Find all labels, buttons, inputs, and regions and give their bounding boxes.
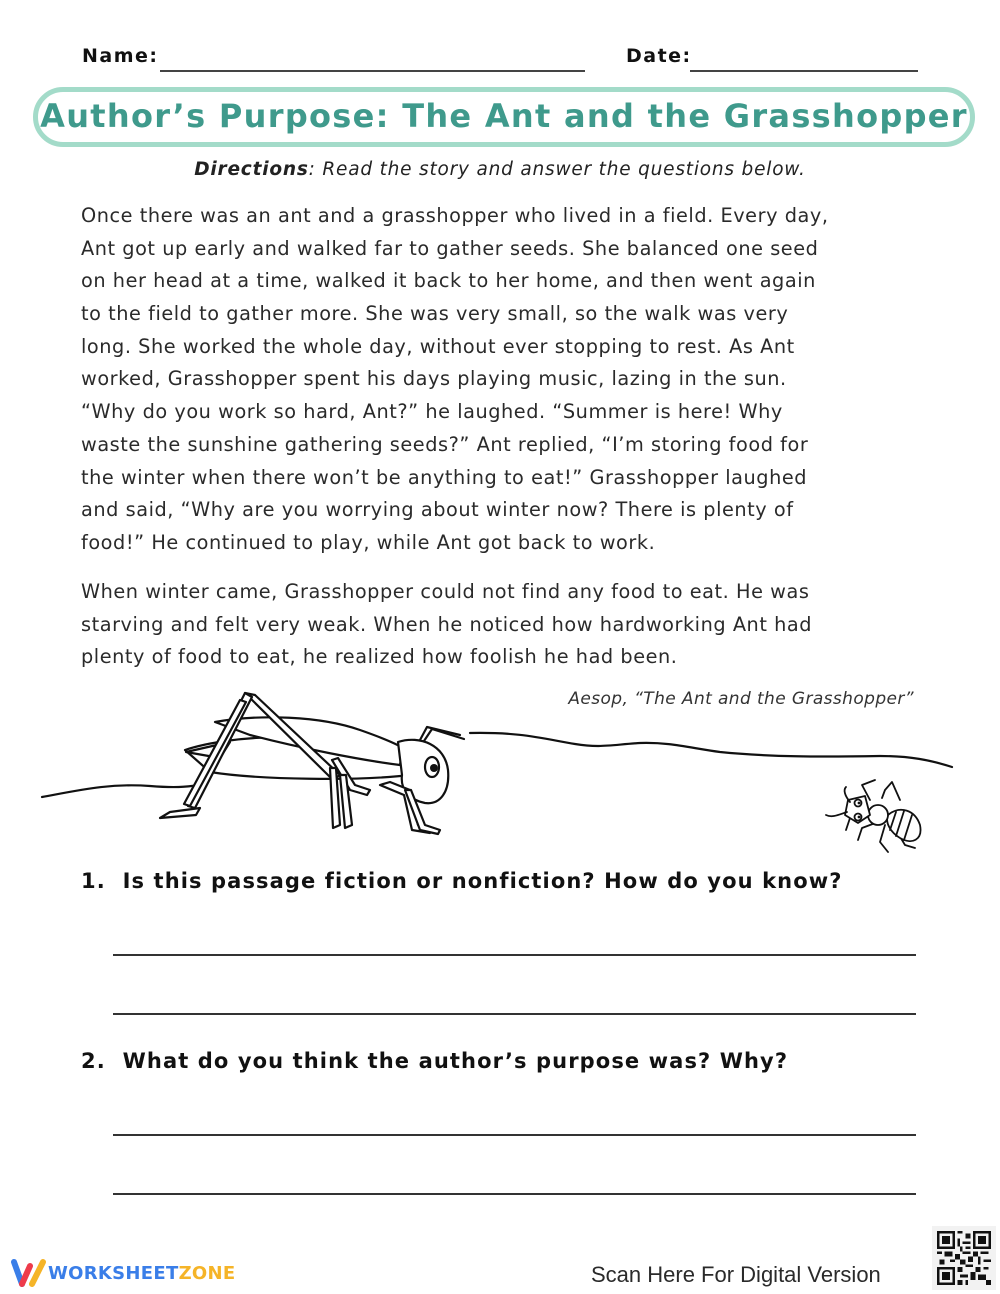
passage-line: long. She worked the whole day, without ever stopping to rest. As Ant bbox=[81, 334, 795, 358]
passage-paragraph-2 bbox=[81, 576, 941, 674]
passage-line: worked, Grasshopper spent his days playing music, lazing in the sun. bbox=[81, 367, 787, 391]
date-label: Date: bbox=[626, 45, 692, 67]
passage-line: Once there was an ant and a grasshopper who lived in a field. Every day, bbox=[81, 204, 829, 227]
passage-line: and said, “Why are you worrying about winter now? There is plenty of bbox=[81, 498, 794, 522]
name-field[interactable] bbox=[160, 70, 585, 72]
question-text: What do you think the author’s purpose was? Why? bbox=[122, 1049, 789, 1073]
passage-line: When winter came, Grasshopper could not find any food to eat. He was bbox=[81, 580, 810, 603]
grasshopper-icon bbox=[160, 693, 464, 834]
question-text: Is this passage fiction or nonfiction? How do you know? bbox=[122, 869, 843, 893]
answer-line-1a[interactable] bbox=[113, 954, 916, 956]
qr-code-icon[interactable] bbox=[932, 1226, 996, 1290]
passage-line: starving and felt very weak. When he noticed how hardworking Ant had bbox=[81, 612, 813, 636]
name-label: Name: bbox=[82, 45, 159, 67]
answer-line-2b[interactable] bbox=[113, 1193, 916, 1195]
ground-line bbox=[42, 733, 952, 797]
passage-line: the winter when there won’t be anything to eat!” Grasshopper laughed bbox=[81, 465, 808, 489]
source-citation: Aesop, “The Ant and the Grasshopper” bbox=[568, 689, 914, 709]
worksheetzone-logo[interactable] bbox=[10, 1258, 236, 1288]
logo-text-zone: ZONE bbox=[178, 1262, 236, 1284]
scan-instruction: Scan Here For Digital Version bbox=[591, 1262, 881, 1287]
title-banner bbox=[33, 87, 975, 147]
passage-paragraph-1 bbox=[81, 200, 941, 560]
passage-line: plenty of food to eat, he realized how foolish he had been. bbox=[81, 645, 678, 669]
passage-line: on her head at a time, walked it back to her home, and then went again bbox=[81, 269, 816, 293]
story-illustration bbox=[0, 680, 1000, 870]
passage-line: “Why do you work so hard, Ant?” he laughed. “Summer is here! Why bbox=[81, 400, 783, 424]
question-2 bbox=[81, 1049, 788, 1073]
question-number: 2. bbox=[81, 1049, 106, 1073]
question-1 bbox=[81, 869, 843, 893]
page-title: Author’s Purpose: The Ant and the Grasshopper bbox=[40, 97, 968, 135]
passage-line: to the field to gather more. She was very small, so the walk was very bbox=[81, 302, 789, 326]
directions bbox=[0, 159, 1000, 180]
logo-w-icon bbox=[10, 1258, 48, 1288]
passage-line: waste the sunshine gathering seeds?” Ant replied, “I’m storing food for bbox=[81, 432, 809, 456]
question-number: 1. bbox=[81, 869, 106, 893]
passage-line: Ant got up early and walked far to gather seeds. She balanced one seed bbox=[81, 236, 819, 260]
answer-line-1b[interactable] bbox=[113, 1013, 916, 1015]
answer-line-2a[interactable] bbox=[113, 1134, 916, 1136]
ant-icon bbox=[826, 780, 920, 852]
directions-label: Directions bbox=[194, 159, 309, 180]
logo-text-worksheet: WORKSHEET bbox=[48, 1262, 179, 1284]
passage-line: food!” He continued to play, while Ant got back to work. bbox=[81, 530, 656, 554]
directions-text: : Read the story and answer the questions below. bbox=[308, 159, 806, 180]
date-field[interactable] bbox=[690, 70, 918, 72]
